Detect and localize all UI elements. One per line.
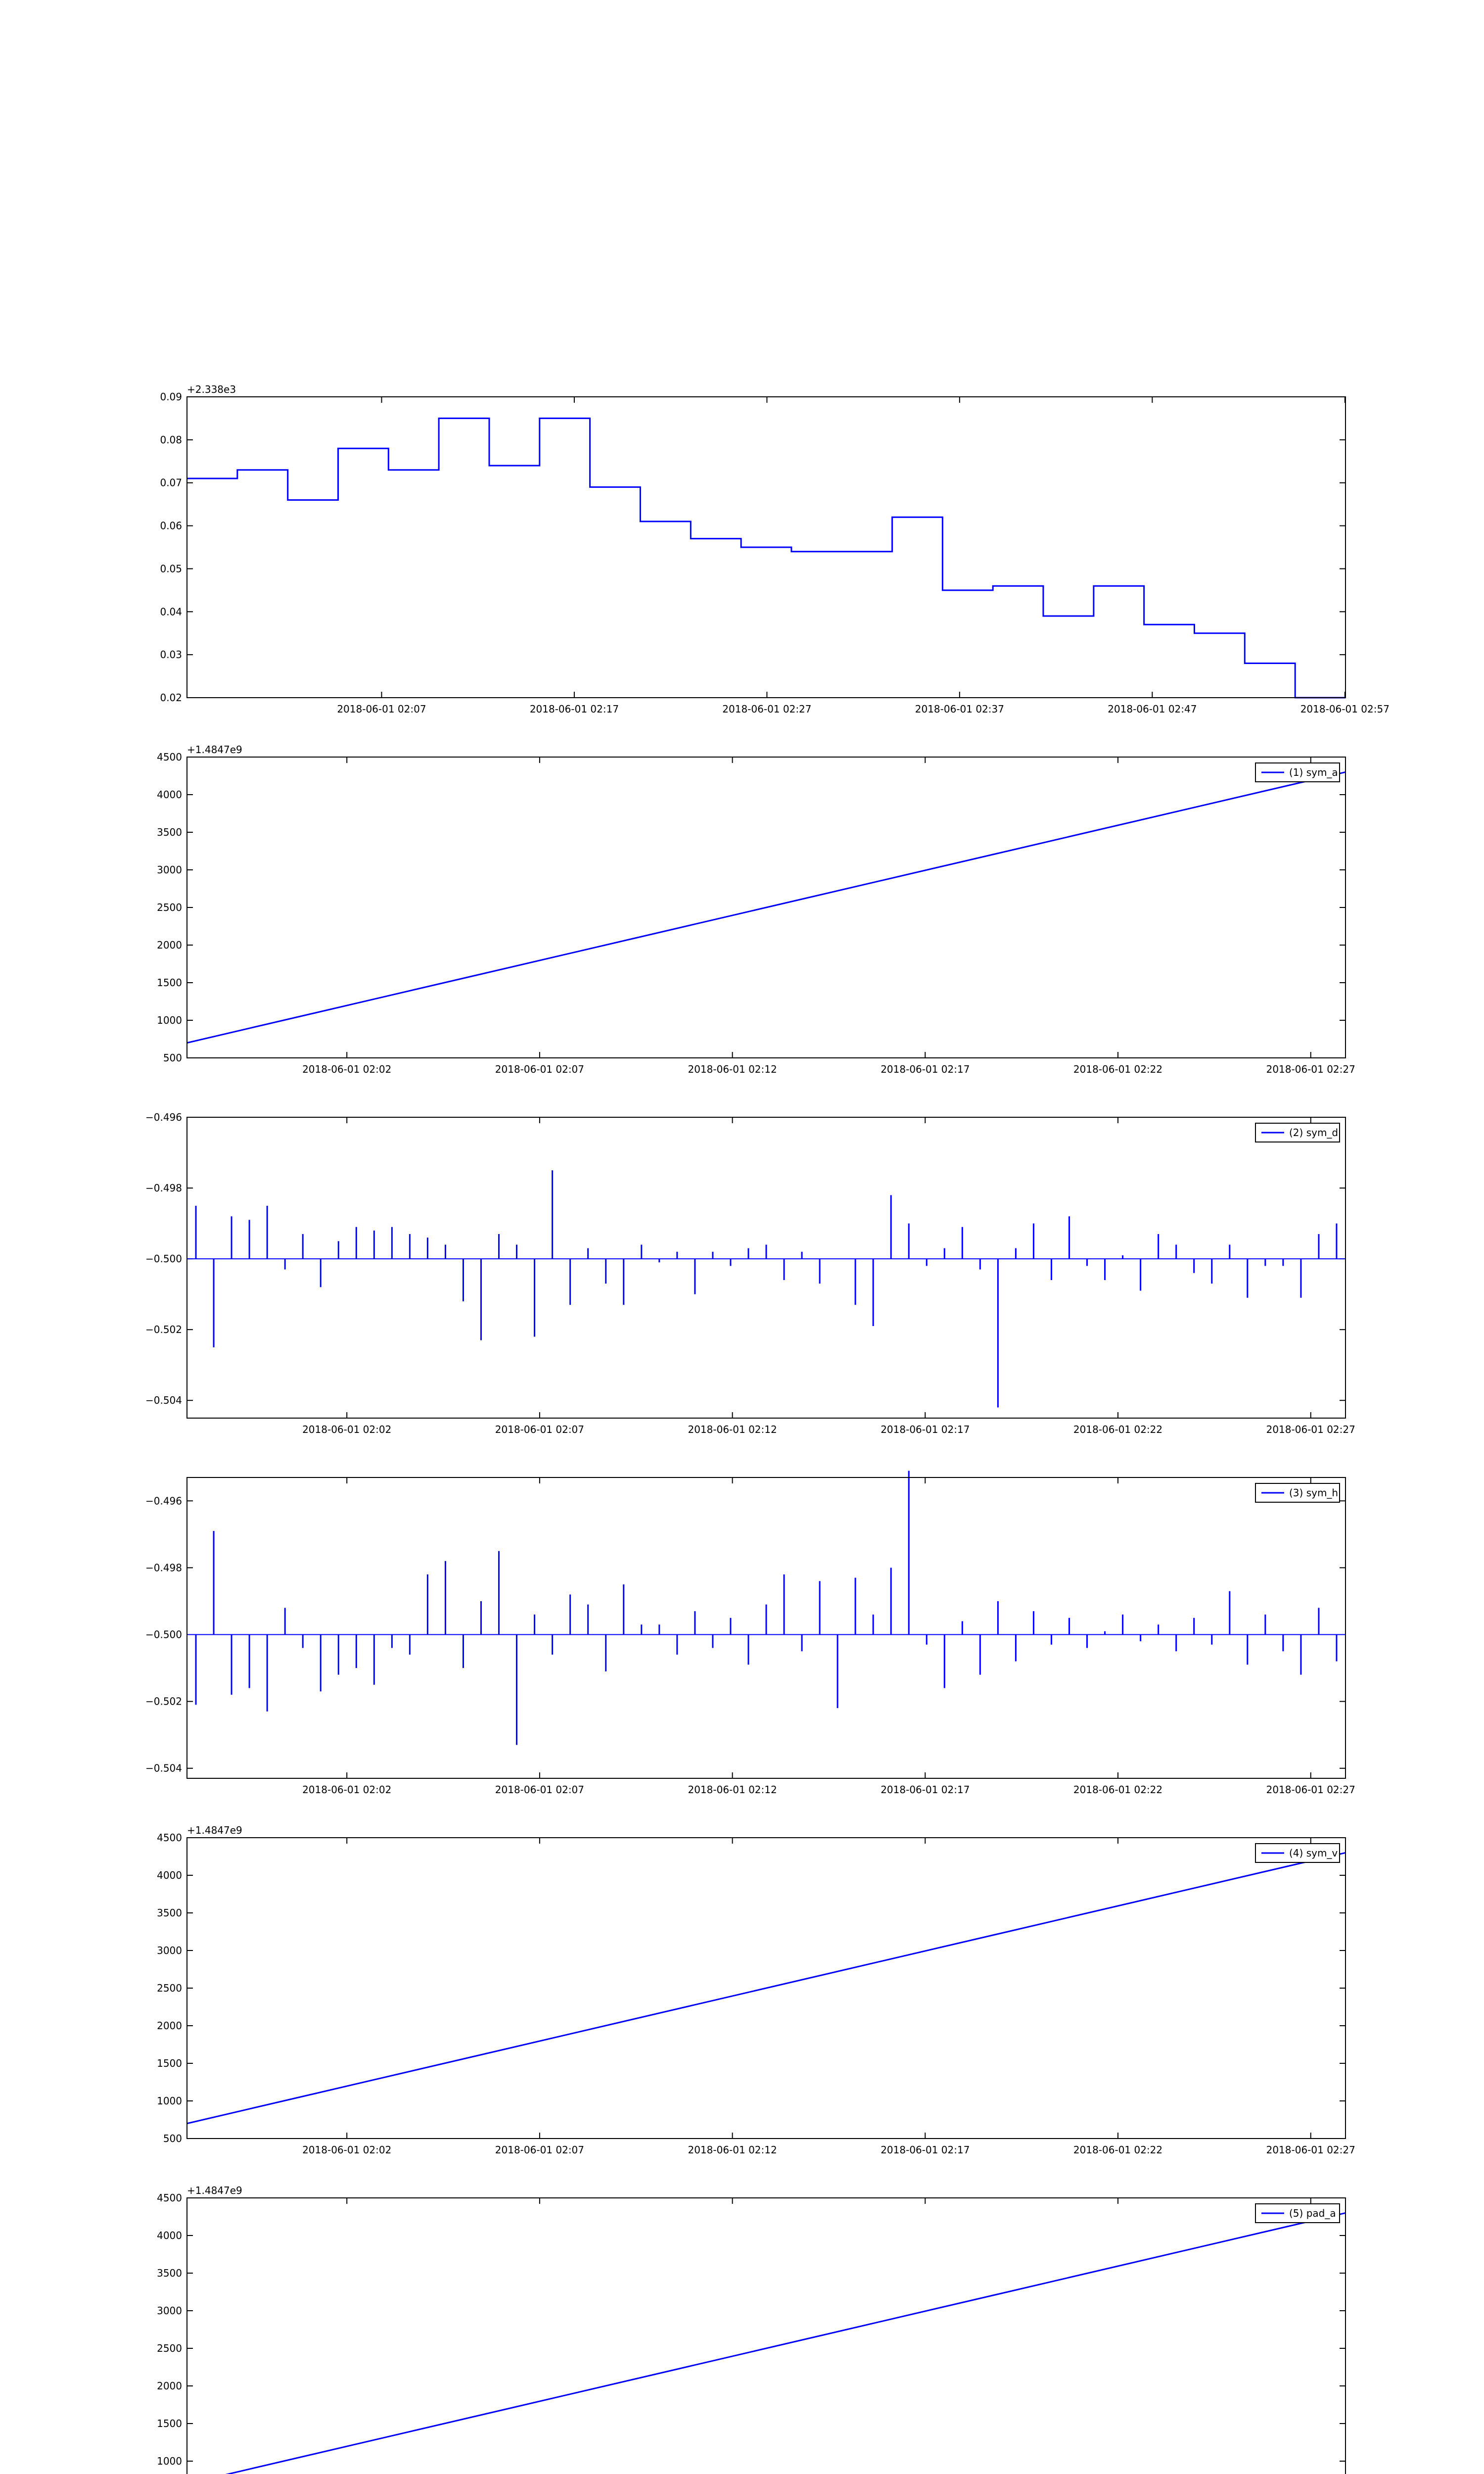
y-tick-label: −0.504	[145, 1762, 182, 1774]
axis-offset-label: +1.4847e9	[187, 2185, 242, 2196]
subplot-6	[157, 2185, 1355, 2474]
x-tick-label: 2018-06-01 02:12	[688, 2144, 777, 2156]
y-tick-label: 0.06	[160, 520, 182, 532]
legend-label: (5) pad_a	[1289, 2207, 1336, 2219]
x-tick-label: 2018-06-01 02:27	[1266, 2144, 1355, 2156]
x-tick-label: 2018-06-01 02:07	[495, 1784, 585, 1796]
y-tick-label: 0.05	[160, 563, 182, 575]
y-tick-label: 4500	[157, 1832, 182, 1844]
y-tick-label: 0.07	[160, 476, 182, 489]
legend	[1255, 2204, 1340, 2223]
legend-label: (1) sym_a	[1289, 766, 1338, 778]
y-tick-label: −0.498	[145, 1182, 182, 1194]
x-tick-label: 2018-06-01 02:57	[1300, 703, 1390, 715]
x-tick-label: 2018-06-01 02:27	[722, 703, 812, 715]
legend-label: (4) sym_v	[1289, 1847, 1338, 1859]
legend	[1255, 1844, 1340, 1862]
axes-frame	[187, 1117, 1345, 1418]
series-line	[187, 1853, 1345, 2123]
y-tick-label: 2000	[157, 2380, 182, 2392]
y-tick-label: 500	[163, 2133, 182, 2144]
y-tick-label: 0.04	[160, 606, 182, 618]
y-tick-label: −0.504	[145, 1394, 182, 1407]
series-line	[187, 772, 1345, 1043]
y-tick-label: −0.496	[145, 1495, 182, 1507]
x-tick-label: 2018-06-01 02:22	[1073, 1784, 1163, 1796]
y-tick-label: 3000	[157, 1945, 182, 1956]
legend-label: (3) sym_h	[1289, 1487, 1339, 1499]
y-tick-label: 0.09	[160, 391, 182, 403]
x-tick-label: 2018-06-01 02:22	[1073, 1424, 1163, 1435]
x-tick-label: 2018-06-01 02:17	[881, 1784, 970, 1796]
series-line	[187, 2213, 1345, 2474]
y-tick-label: 2000	[157, 939, 182, 951]
y-tick-label: −0.496	[145, 1111, 182, 1123]
y-tick-label: 4000	[157, 789, 182, 801]
y-tick-label: −0.502	[145, 1695, 182, 1708]
x-tick-label: 2018-06-01 02:22	[1073, 1063, 1163, 1075]
x-tick-label: 2018-06-01 02:27	[1266, 1784, 1355, 1796]
x-tick-label: 2018-06-01 02:27	[1266, 1063, 1355, 1075]
y-tick-label: 0.03	[160, 649, 182, 661]
y-tick-label: 1500	[157, 977, 182, 989]
y-tick-label: 3500	[157, 1907, 182, 1919]
axes-frame	[187, 2198, 1345, 2474]
x-tick-label: 2018-06-01 02:47	[1108, 703, 1197, 715]
y-tick-label: 4000	[157, 2230, 182, 2241]
x-tick-label: 2018-06-01 02:02	[302, 2144, 392, 2156]
y-tick-label: 1000	[157, 2455, 182, 2467]
y-tick-label: 1000	[157, 1014, 182, 1026]
y-tick-label: −0.500	[145, 1253, 182, 1265]
legend	[1255, 1483, 1340, 1502]
series-step-line	[187, 418, 1345, 698]
x-tick-label: 2018-06-01 02:17	[529, 703, 619, 715]
y-tick-label: 2500	[157, 902, 182, 913]
axis-offset-label: +2.338e3	[187, 383, 236, 395]
y-tick-label: 500	[163, 1052, 182, 1064]
axis-offset-label: +1.4847e9	[187, 744, 242, 756]
subplot-5	[157, 1824, 1355, 2156]
y-tick-label: 1500	[157, 2418, 182, 2429]
legend	[1255, 763, 1340, 782]
y-tick-label: 1500	[157, 2057, 182, 2069]
x-tick-label: 2018-06-01 02:17	[881, 2144, 970, 2156]
y-tick-label: 3000	[157, 864, 182, 876]
y-tick-label: 2500	[157, 1982, 182, 1994]
y-tick-label: 3000	[157, 2305, 182, 2317]
x-tick-label: 2018-06-01 02:02	[302, 1424, 392, 1435]
x-tick-label: 2018-06-01 02:02	[302, 1063, 392, 1075]
subplot-1	[160, 383, 1389, 715]
x-tick-label: 2018-06-01 02:07	[495, 1424, 585, 1435]
x-tick-label: 2018-06-01 02:12	[688, 1784, 777, 1796]
x-tick-label: 2018-06-01 02:17	[881, 1424, 970, 1435]
y-tick-label: 2000	[157, 2020, 182, 2032]
x-tick-label: 2018-06-01 02:17	[881, 1063, 970, 1075]
y-tick-label: −0.500	[145, 1628, 182, 1641]
y-tick-label: 4500	[157, 2192, 182, 2204]
y-tick-label: 0.08	[160, 433, 182, 446]
y-tick-label: 1000	[157, 2095, 182, 2107]
y-tick-label: 3500	[157, 2267, 182, 2279]
y-tick-label: 2500	[157, 2342, 182, 2354]
subplot-4	[145, 1471, 1355, 1796]
x-tick-label: 2018-06-01 02:07	[495, 2144, 585, 2156]
y-tick-label: 3500	[157, 826, 182, 838]
x-tick-label: 2018-06-01 02:12	[688, 1063, 777, 1075]
x-tick-label: 2018-06-01 02:27	[1266, 1424, 1355, 1435]
x-tick-label: 2018-06-01 02:12	[688, 1424, 777, 1435]
subplot-2	[157, 744, 1355, 1075]
legend-label: (2) sym_d	[1289, 1127, 1339, 1139]
subplot-3	[145, 1111, 1355, 1435]
x-tick-label: 2018-06-01 02:07	[337, 703, 426, 715]
x-tick-label: 2018-06-01 02:37	[915, 703, 1004, 715]
x-tick-label: 2018-06-01 02:02	[302, 1784, 392, 1796]
y-tick-label: −0.502	[145, 1324, 182, 1336]
y-tick-label: 4500	[157, 751, 182, 763]
axis-offset-label: +1.4847e9	[187, 1824, 242, 1836]
x-tick-label: 2018-06-01 02:22	[1073, 2144, 1163, 2156]
y-tick-label: 4000	[157, 1869, 182, 1881]
x-tick-label: 2018-06-01 02:07	[495, 1063, 585, 1075]
y-tick-label: 0.02	[160, 692, 182, 704]
legend	[1255, 1123, 1340, 1142]
y-tick-label: −0.498	[145, 1562, 182, 1574]
